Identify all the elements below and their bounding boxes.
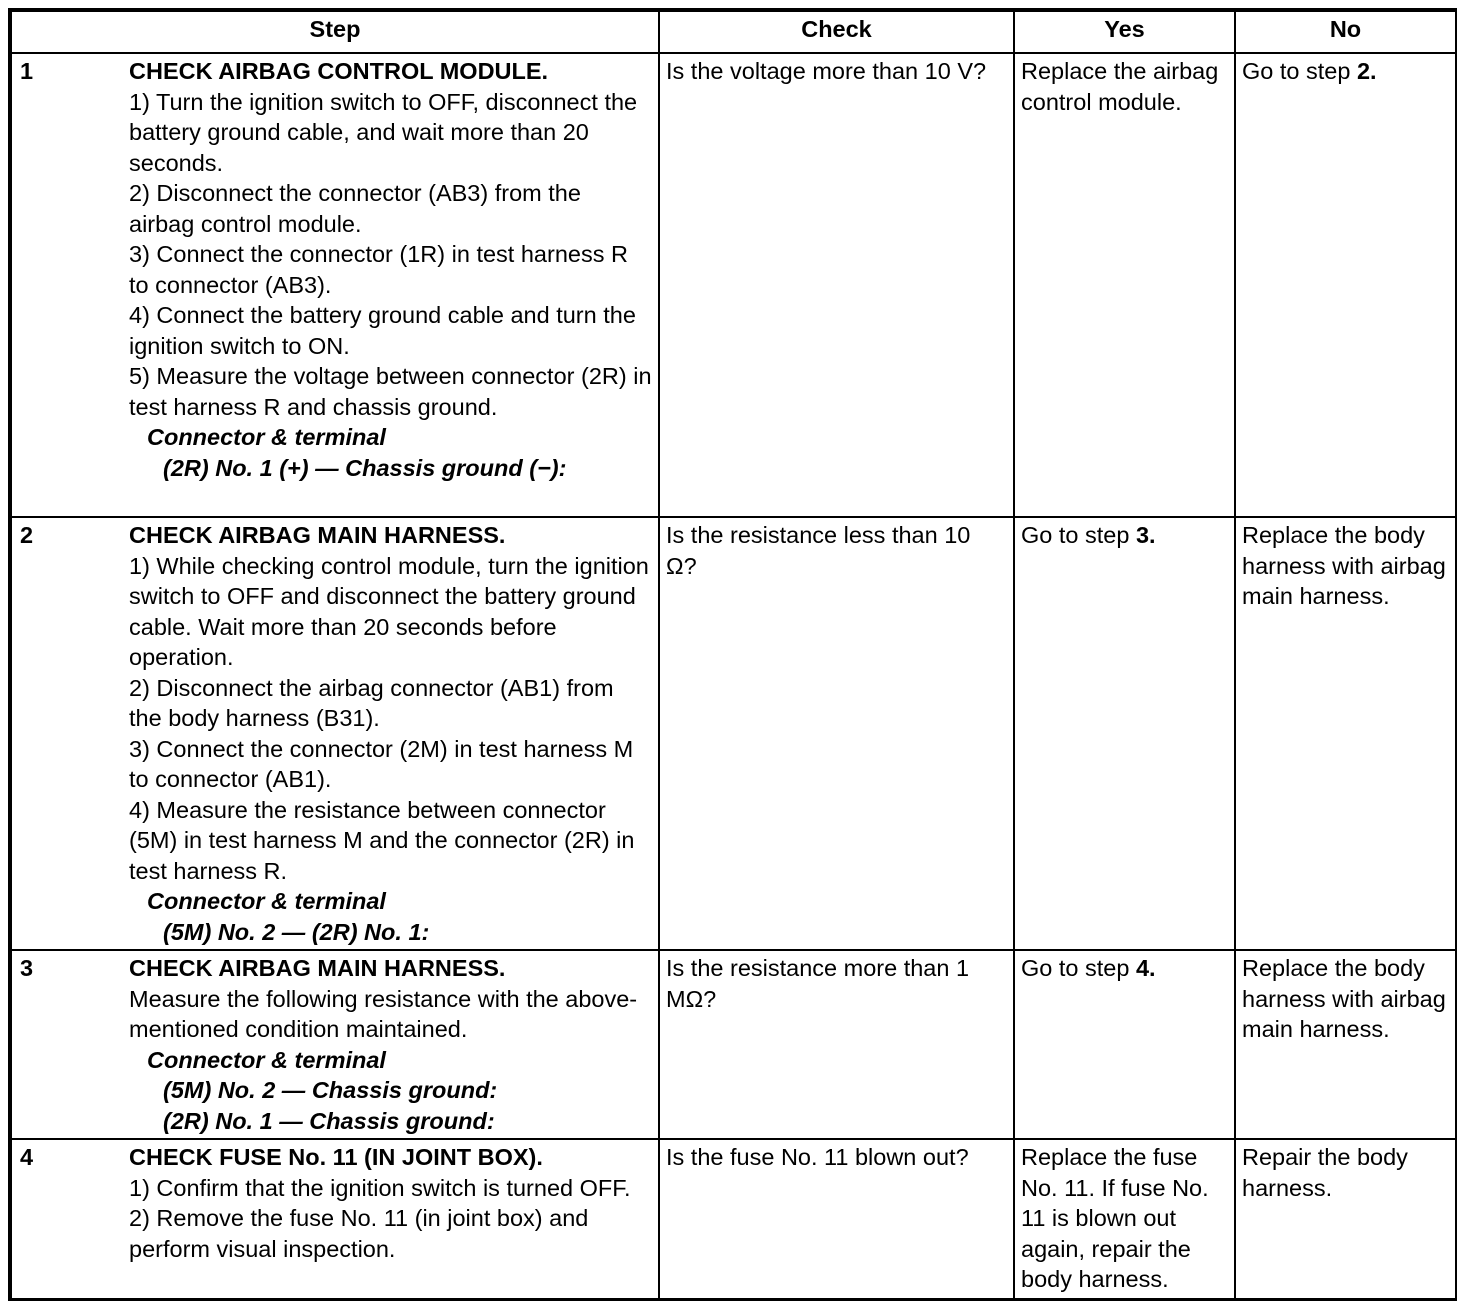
- no-cell: Replace the body harness with airbag main harness.: [1235, 517, 1456, 950]
- yes-text: Go to step: [1021, 522, 1136, 548]
- no-cell: Repair the body harness.: [1235, 1139, 1456, 1299]
- no-cell: Replace the body harness with airbag main harness.: [1235, 950, 1456, 1139]
- step-title: CHECK AIRBAG MAIN HARNESS.: [129, 522, 506, 548]
- header-row: [11, 11, 1456, 53]
- step-instruction: 1) Confirm that the ignition switch is turned OFF.: [129, 1174, 631, 1201]
- connector-terminal-label: Connector & terminal: [147, 424, 386, 450]
- step-description: [129, 1139, 659, 1299]
- step-number: 4: [11, 1139, 129, 1299]
- step-number: 2: [11, 517, 129, 950]
- step-instruction: 1) While checking control module, turn the ignition switch to OFF and disconnect the battery ground cable. Wait more than 20 seconds before operation.: [129, 552, 649, 670]
- check-cell: Is the fuse No. 11 blown out?: [659, 1139, 1014, 1299]
- step-instruction: 3) Connect the connector (1R) in test harness R to connector (AB3).: [129, 241, 628, 298]
- step-description: [129, 53, 659, 517]
- step-title: CHECK FUSE No. 11 (IN JOINT BOX).: [129, 1144, 543, 1170]
- step-instruction: 4) Measure the resistance between connector (5M) in test harness M and the connector (2R) in test harness R.: [129, 796, 635, 884]
- step-number: 3: [11, 950, 129, 1139]
- header-step: Step: [11, 11, 659, 53]
- step-description: [129, 517, 659, 950]
- step-number: 1: [11, 53, 129, 517]
- step-instruction: 3) Connect the connector (2M) in test harness M to connector (AB1).: [129, 735, 634, 792]
- header-no: No: [1235, 11, 1456, 53]
- check-cell: Is the voltage more than 10 V?: [659, 53, 1014, 517]
- connector-terminal-value: (5M) No. 2 — (2R) No. 1:: [163, 918, 430, 945]
- diagnostic-table: [10, 10, 1457, 1300]
- step-title: CHECK AIRBAG CONTROL MODULE.: [129, 58, 549, 84]
- step-instruction: 4) Connect the battery ground cable and turn the ignition switch to ON.: [129, 302, 636, 359]
- no-cell: [1235, 53, 1456, 517]
- connector-terminal-value: (2R) No. 1 (+) — Chassis ground (−):: [163, 454, 567, 481]
- step-instruction: Measure the following resistance with the above-mentioned condition maintained.: [129, 985, 638, 1042]
- table-row: [11, 950, 1456, 1139]
- check-cell: Is the resistance less than 10 Ω?: [659, 517, 1014, 950]
- connector-terminal-label: Connector & terminal: [147, 1046, 386, 1073]
- step-instruction: 2) Disconnect the connector (AB3) from the airbag control module.: [129, 180, 581, 237]
- step-instruction: 5) Measure the voltage between connector (2R) in test harness R and chassis ground.: [129, 363, 652, 420]
- step-instruction: 2) Remove the fuse No. 11 (in joint box) and perform visual inspection.: [129, 1205, 589, 1262]
- table-row: [11, 517, 1456, 950]
- check-cell: Is the resistance more than 1 MΩ?: [659, 950, 1014, 1139]
- no-text: Go to step: [1242, 58, 1357, 84]
- connector-terminal-value: (5M) No. 2 — Chassis ground:: [163, 1077, 498, 1103]
- step-instruction: 2) Disconnect the airbag connector (AB1) from the body harness (B31).: [129, 674, 614, 731]
- table-row: [11, 53, 1456, 517]
- yes-cell: [1014, 517, 1235, 950]
- connector-terminal-label: Connector & terminal: [147, 888, 386, 914]
- yes-cell: Replace the airbag control module.: [1014, 53, 1235, 517]
- step-reference: 4.: [1135, 955, 1156, 981]
- step-reference: 3.: [1135, 522, 1156, 548]
- header-yes: Yes: [1014, 11, 1235, 53]
- step-description: [129, 950, 659, 1139]
- step-reference: 2.: [1356, 58, 1377, 84]
- step-title: CHECK AIRBAG MAIN HARNESS.: [129, 955, 506, 981]
- yes-text: Go to step: [1021, 955, 1136, 981]
- header-check: Check: [659, 11, 1014, 53]
- step-instruction: 1) Turn the ignition switch to OFF, disconnect the battery ground cable, and wait more than 20 seconds.: [129, 88, 638, 176]
- yes-cell: [1014, 950, 1235, 1139]
- yes-cell: Replace the fuse No. 11. If fuse No. 11 is blown out again, repair the body harness.: [1014, 1139, 1235, 1299]
- connector-terminal-value: (2R) No. 1 — Chassis ground:: [163, 1107, 495, 1134]
- table-row: [11, 1139, 1456, 1299]
